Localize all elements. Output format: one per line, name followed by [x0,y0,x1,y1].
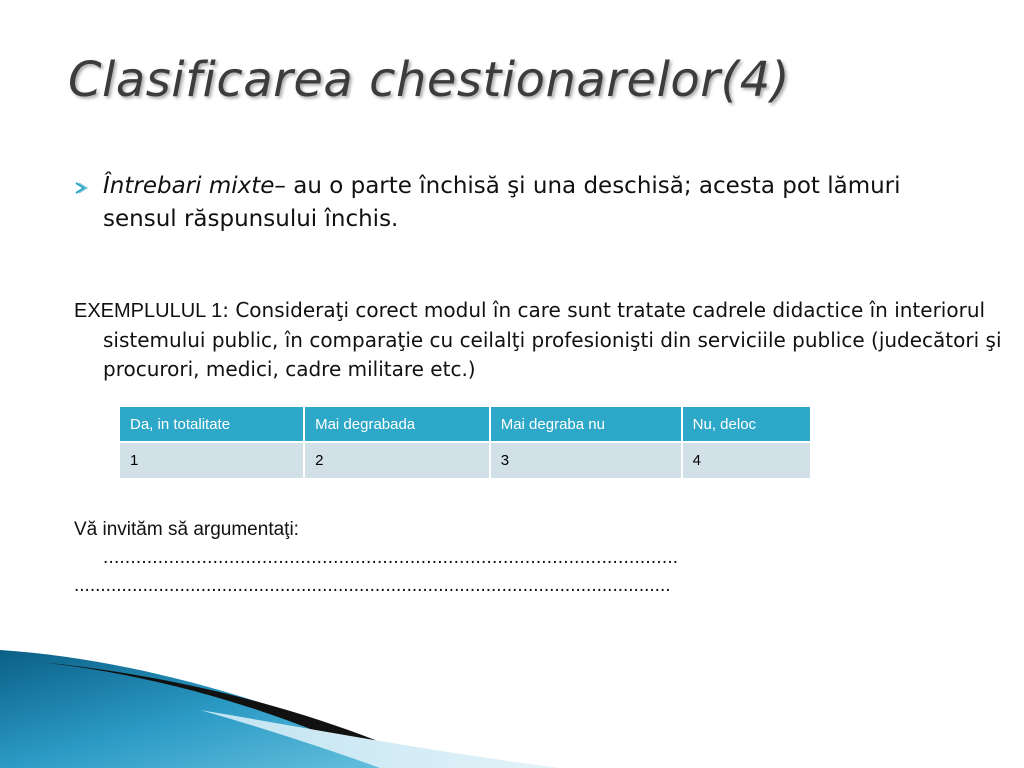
table-header-cell: Mai degraba nu [490,407,682,442]
table-header-cell: Da, in totalitate [120,407,304,442]
answer-table [120,407,810,478]
bullet-dash: – [274,173,286,199]
invite-text: Vă invităm să argumentaţi: [74,519,299,540]
table-header-row [120,407,810,442]
example-paragraph [74,296,1003,384]
table-cell: 2 [304,442,490,478]
corner-swoosh-decoration [0,640,1024,768]
bullet-term: Întrebari mixte [103,173,275,199]
answer-dots-line: ................................................................................................................. [74,575,671,596]
invite-block [74,516,934,600]
bullet-description: au o parte închisă şi una deschisă; acesta pot lămuri sensul răspunsului închis. [103,173,901,232]
table-cell: 3 [490,442,682,478]
arrow-bullet-icon [74,182,88,194]
table-cell: 4 [682,442,810,478]
example-label: EXEMPLULUL 1 [74,300,223,322]
slide-title: Clasificarea chestionarelor(4) [68,52,790,108]
answer-dots-line: ......................................................................................................... [103,547,679,568]
table-header-cell: Mai degrabada [304,407,490,442]
table-cell: 1 [120,442,304,478]
bullet-item [74,170,974,236]
example-text: : Consideraţi corect modul în care sunt tratate cadrele didactice în interiorul sistemului public, în comparaţie cu ceilalţi profesionişti din serviciile publice (judecători şi procurori, medici, cadre militare etc.) [103,298,1002,381]
table-header-cell: Nu, deloc [682,407,810,442]
bullet-text [103,170,974,236]
table-row [120,442,810,478]
